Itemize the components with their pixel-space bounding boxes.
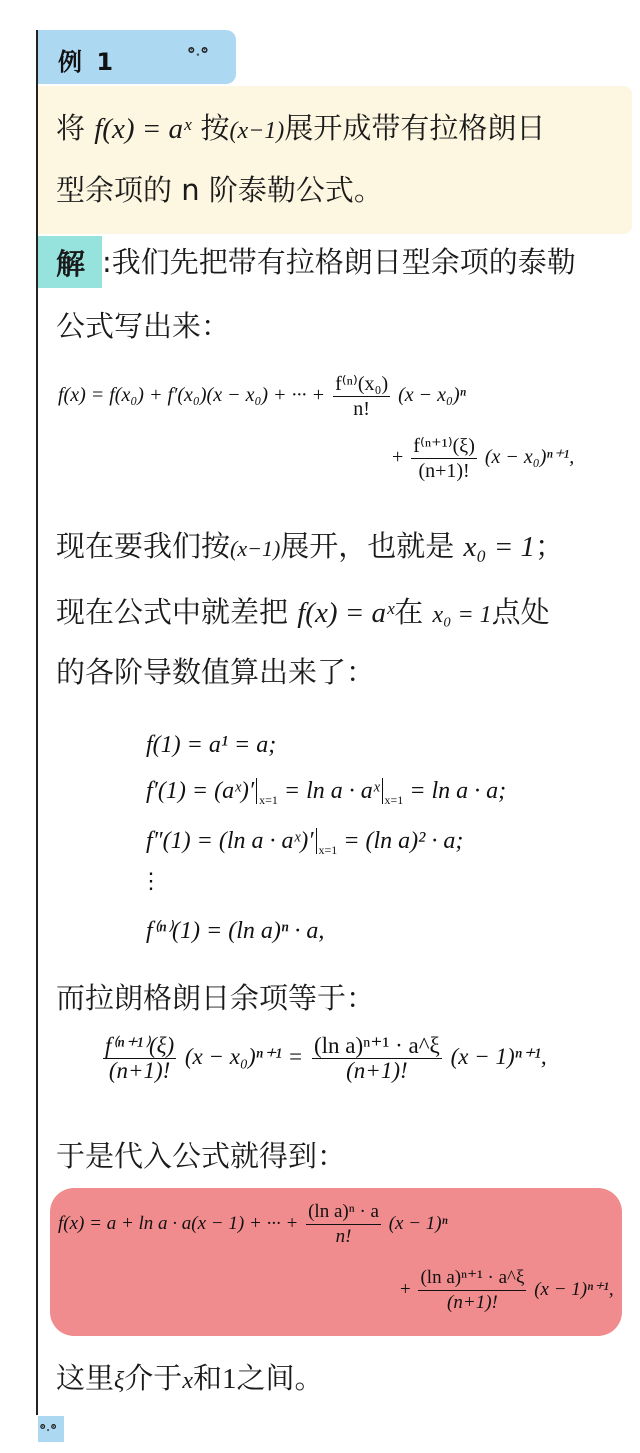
- math: f(x) = aˣ: [297, 597, 395, 629]
- derivative-text: = ln a · a;: [409, 778, 507, 804]
- problem-text: 按: [200, 111, 230, 145]
- solution-intro-2: 公式写出来：: [56, 309, 231, 343]
- footer-tag: [38, 1416, 64, 1442]
- derivative-n: [146, 916, 324, 945]
- example-tag: [38, 30, 236, 84]
- fraction-denominator: (n+1)!: [346, 1058, 408, 1083]
- derivative-text: f(1) = a¹ = a;: [146, 732, 277, 758]
- taylor-remainder-fraction: [411, 434, 477, 483]
- face-doodle-icon: ʘ̥ʘ: [40, 1422, 57, 1432]
- derivative-text: f⁽ⁿ⁾(1) = (ln a)ⁿ · a,: [146, 918, 325, 944]
- problem-line-1: [56, 108, 545, 151]
- derivative-text: f′(1) = (aˣ)′: [146, 778, 255, 804]
- text: 之间。: [236, 1361, 324, 1395]
- fraction-denominator: (n+1)!: [418, 460, 470, 482]
- problem-text: 将: [56, 111, 86, 145]
- solution-label: 解: [56, 247, 86, 281]
- final-tail: (x − 1)ⁿ⁺¹,: [534, 1278, 614, 1300]
- text: 在: [394, 595, 424, 629]
- final-tail: (x − 1)ⁿ: [388, 1212, 448, 1234]
- remainder-formula: [100, 1034, 547, 1083]
- fraction-numerator: (ln a)ⁿ · a: [306, 1200, 381, 1225]
- text: 现在要我们按: [56, 529, 231, 563]
- final-formula-line-1: [58, 1200, 448, 1249]
- conclusion-line: [56, 1358, 324, 1401]
- text: 和: [192, 1361, 222, 1395]
- taylor-formula-line-1: [58, 372, 466, 421]
- math: (x−1): [230, 536, 281, 561]
- taylor-fraction: [333, 372, 390, 421]
- solution-intro-1: :我们先把带有拉格朗日型余项的泰勒: [102, 245, 576, 279]
- vertical-dots: ⋮: [140, 868, 162, 893]
- remainder-fraction-2: [312, 1034, 442, 1083]
- problem-line-2: 型余项的 n 阶泰勒公式。: [56, 173, 383, 207]
- problem-function: f(x) = aˣ: [94, 113, 192, 145]
- text: 点处: [491, 595, 550, 629]
- derivative-text: f″(1) = (ln a · aˣ)′: [146, 828, 314, 854]
- remainder-fraction-1: [103, 1034, 176, 1083]
- plus-sign: +: [392, 446, 404, 469]
- eval-subscript: x=1: [318, 842, 338, 857]
- taylor-tail: (x − x₀)ⁿ: [398, 384, 466, 407]
- fraction-denominator: (n+1)!: [447, 1292, 498, 1313]
- example-title: 例 1: [58, 48, 117, 76]
- taylor-formula-line-2: [392, 434, 574, 483]
- problem-text: 展开成带有拉格朗日: [284, 111, 546, 145]
- fraction-denominator: n!: [335, 1226, 352, 1247]
- paragraph-line-3: 的各阶导数值算出来了：: [56, 655, 376, 689]
- substitute-line: 于是代入公式就得到：: [56, 1139, 347, 1173]
- remainder-title: 而拉朗格朗日余项等于：: [56, 981, 376, 1015]
- eval-subscript: x=1: [259, 792, 278, 807]
- remainder-middle: (x − x₀)ⁿ⁺¹ =: [184, 1043, 304, 1069]
- math: x₀ = 1: [463, 531, 536, 563]
- taylor-tail: (x − x₀)ⁿ⁺¹,: [484, 446, 575, 469]
- fraction-denominator: n!: [353, 398, 370, 420]
- problem-shift: (x−1): [229, 118, 285, 144]
- math: x: [182, 1368, 193, 1394]
- fraction-numerator: f⁽ⁿ⁺¹⁾(ξ): [105, 1033, 175, 1058]
- text: 展开，也就是: [280, 529, 455, 563]
- final-fraction-2: [418, 1266, 526, 1315]
- plus-sign: +: [400, 1278, 411, 1300]
- taylor-terms: f(x) = f(x₀) + f′(x₀)(x − x₀) + ··· +: [58, 384, 326, 407]
- text: 现在公式中就差把: [56, 595, 289, 629]
- math: ξ: [114, 1368, 125, 1394]
- derivative-text: = (ln a)² · a;: [343, 828, 464, 854]
- fraction-numerator: (ln a)ⁿ⁺¹ · a^ξ: [418, 1266, 526, 1291]
- derivative-3: [146, 828, 463, 855]
- derivative-text: = ln a · aˣ: [283, 778, 380, 804]
- fraction-numerator: (ln a)ⁿ⁺¹ · a^ξ: [313, 1033, 440, 1058]
- fraction-numerator: f⁽ⁿ⁺¹⁾(ξ): [413, 435, 475, 457]
- math: x₀ = 1: [432, 602, 492, 628]
- text: ；: [535, 529, 565, 563]
- paragraph-line-1: [56, 526, 564, 569]
- final-terms: f(x) = a + ln a · a(x − 1) + ··· +: [58, 1212, 299, 1234]
- final-fraction-1: [306, 1200, 381, 1249]
- final-formula-line-2: [400, 1266, 614, 1315]
- eval-subscript: x=1: [384, 792, 404, 807]
- paragraph-line-2: [56, 592, 550, 635]
- fraction-numerator: f⁽ⁿ⁾(x₀): [335, 373, 389, 395]
- derivative-1: [146, 732, 276, 759]
- remainder-tail: (x − 1)ⁿ⁺¹,: [450, 1043, 547, 1069]
- math: 1: [221, 1363, 237, 1395]
- fraction-denominator: (n+1)!: [108, 1058, 171, 1083]
- solution-tag: [38, 236, 102, 288]
- text: 这里: [56, 1361, 115, 1395]
- text: 介于: [124, 1361, 183, 1395]
- face-doodle-icon: ʘ̥ʘ: [188, 43, 208, 56]
- derivative-2: [146, 778, 506, 805]
